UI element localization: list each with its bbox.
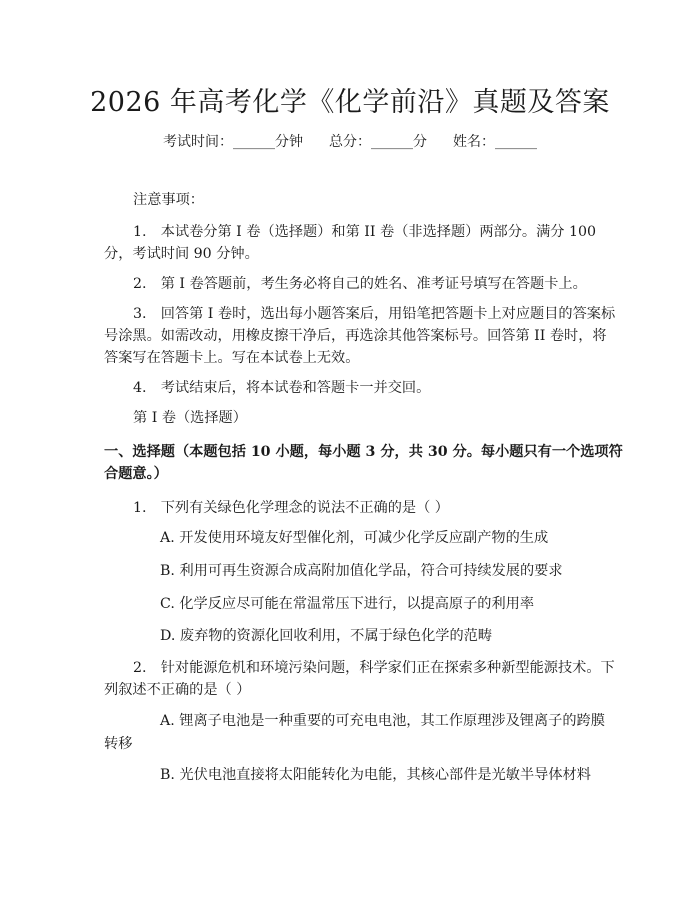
question-1-stem: 1. 下列有关绿色化学理念的说法不正确的是（ ） <box>133 500 449 516</box>
question-1-option-d: D. 废弃物的资源化回收利用，不属于绿色化学的范畴 <box>160 628 493 644</box>
question-1-option-a: A. 开发使用环境友好型催化剂，可减少化学反应副产物的生成 <box>160 530 549 546</box>
question-1-option-c: C. 化学反应尽可能在常温常压下进行，以提高原子的利用率 <box>160 596 535 612</box>
section-1-heading-cont: 合题意。） <box>104 466 168 482</box>
notice-item-3-cont-1: 号涂黑。如需改动，用橡皮擦干净后，再选涂其他答案标号。回答第 II 卷时，将 <box>104 328 607 344</box>
exam-time-field: 考试时间：______分钟 <box>163 134 303 150</box>
notice-item-1-cont: 分，考试时间 90 分钟。 <box>104 246 259 262</box>
notice-item-3-cont-2: 答案写在答题卡上。写在本试卷上无效。 <box>104 350 360 366</box>
notice-heading: 注意事项： <box>133 192 204 208</box>
question-1-option-b: B. 利用可再生资源合成高附加值化学品，符合可持续发展的要求 <box>160 563 563 579</box>
question-2-stem-cont: 列叙述不正确的是（ ） <box>104 682 251 698</box>
page-title: 2026 年高考化学《化学前沿》真题及答案 <box>90 87 610 118</box>
question-2-option-b: B. 光伏电池直接将太阳能转化为电能，其核心部件是光敏半导体材料 <box>160 767 591 783</box>
notice-item-3: 3. 回答第 I 卷时，选出每小题答案后，用铅笔把答题卡上对应题目的答案标 <box>133 306 616 322</box>
exam-score-field: 总分：______分 <box>329 134 427 150</box>
exam-info <box>0 131 700 151</box>
notice-item-1: 1. 本试卷分第 I 卷（选择题）和第 II 卷（非选择题）两部分。满分 100 <box>133 224 597 240</box>
question-2-option-a: A. 锂离子电池是一种重要的可充电电池，其工作原理涉及锂离子的跨膜 <box>160 713 605 729</box>
section-1-heading: 一、选择题（本题包括 10 小题，每小题 3 分，共 30 分。每小题只有一个选项符 <box>104 444 623 460</box>
part-1-label: 第 I 卷（选择题） <box>133 410 247 426</box>
student-name-field: 姓名：______ <box>453 134 537 150</box>
notice-item-4: 4. 考试结束后，将本试卷和答题卡一并交回。 <box>133 380 431 396</box>
question-2-stem: 2. 针对能源危机和环境污染问题，科学家们正在探索多种新型能源技术。下 <box>133 660 615 676</box>
question-2-option-a-cont: 转移 <box>104 736 133 752</box>
notice-item-2: 2. 第 I 卷答题前，考生务必将自己的姓名、准考证号填写在答题卡上。 <box>133 276 587 292</box>
